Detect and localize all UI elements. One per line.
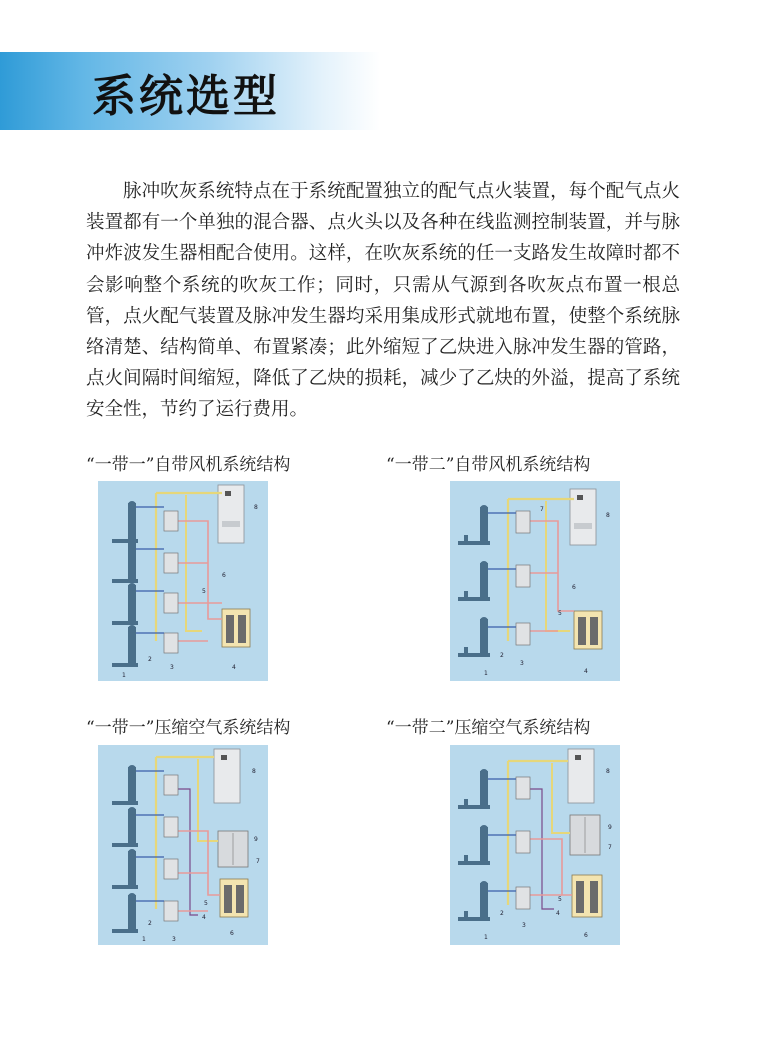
cabinet-display [577, 495, 583, 500]
cabinet-display [575, 755, 581, 760]
igniter-unit [164, 553, 178, 573]
diagram-one-to-one-compressed-air [98, 745, 268, 945]
igniter-unit [516, 777, 530, 799]
intro-paragraph: 脉冲吹灰系统特点在于系统配置独立的配气点火装置，每个配气点火装置都有一个单独的混合器、点火头以及各种在线监测控制装置，并与脉冲炸波发生器相配合使用。这样，在吹灰系统的任一支路发生故障时都不会影响整个系统的吹灰工作；同时，只需从气源到各吹灰点布置一根总管，点火配气装置及脉冲发生器均采用集成形式就地布置，使整个系统脉络清楚、结构简单、布置紧凑；此外缩短了乙炔进入脉冲发生器的管路，点火间隔时间缩短，降低了乙炔的损耗，减少了乙炔的外溢，提高了系统安全性，节约了运行费用。 [86, 181, 680, 421]
callout-label: 4 [556, 910, 560, 917]
diagram-one-to-two-fan [450, 481, 620, 681]
callout-label: 7 [256, 858, 260, 865]
callout-label: 2 [148, 656, 152, 663]
system-diagram-svg [450, 745, 620, 945]
gas-cylinder [236, 885, 244, 913]
cabinet-panel [222, 521, 240, 527]
callout-label: 1 [484, 670, 488, 677]
gas-cylinder [224, 885, 232, 913]
callout-label: 2 [500, 910, 504, 917]
gas-cylinder [590, 881, 598, 913]
callout-label: 5 [204, 900, 208, 907]
gas-cylinder [590, 617, 598, 645]
callout-label: 7 [540, 506, 544, 513]
diagram-one-to-one-fan [98, 481, 268, 681]
callout-label: 8 [254, 504, 258, 511]
callout-label: 6 [572, 584, 576, 591]
callout-label: 8 [606, 512, 610, 519]
cabinet-display [221, 755, 227, 760]
igniter-unit [516, 831, 530, 853]
gas-cylinder [238, 615, 246, 643]
igniter-unit [516, 565, 530, 587]
figure-caption-1: “一带一”自带风机系统结构 [86, 455, 291, 475]
igniter-unit [164, 511, 178, 531]
callout-label: 5 [202, 588, 206, 595]
callout-label: 3 [170, 664, 174, 671]
callout-label: 3 [522, 922, 526, 929]
callout-label: 4 [202, 914, 206, 921]
cabinet-panel [574, 523, 592, 529]
callout-label: 4 [584, 668, 588, 675]
callout-label: 9 [254, 836, 258, 843]
callout-label: 6 [584, 932, 588, 939]
cabinet-display [225, 491, 231, 496]
figure-caption-2: “一带二”自带风机系统结构 [386, 455, 591, 475]
igniter-unit [516, 887, 530, 909]
system-diagram-svg [450, 481, 620, 681]
callout-label: 8 [252, 768, 256, 775]
callout-label: 2 [148, 920, 152, 927]
callout-label: 6 [230, 930, 234, 937]
figure-caption-4: “一带二”压缩空气系统结构 [386, 718, 591, 738]
callout-label: 2 [500, 652, 504, 659]
gas-cylinder [578, 617, 586, 645]
igniter-unit [164, 593, 178, 613]
callout-label: 9 [608, 824, 612, 831]
page-title: 系统选型 [92, 71, 280, 122]
callout-label: 5 [558, 610, 562, 617]
callout-label: 5 [558, 896, 562, 903]
callout-label: 1 [484, 934, 488, 941]
igniter-unit [164, 817, 178, 837]
callout-label: 3 [172, 936, 176, 943]
gas-cylinder [226, 615, 234, 643]
igniter-unit [164, 859, 178, 879]
igniter-unit [164, 633, 178, 653]
igniter-unit [516, 623, 530, 645]
callout-label: 3 [520, 660, 524, 667]
igniter-unit [516, 511, 530, 533]
callout-label: 6 [222, 572, 226, 579]
igniter-unit [164, 901, 178, 921]
callout-label: 1 [142, 936, 146, 943]
system-diagram-svg [98, 481, 268, 681]
callout-label: 7 [608, 844, 612, 851]
callout-label: 8 [606, 768, 610, 775]
figure-caption-3: “一带一”压缩空气系统结构 [86, 718, 291, 738]
callout-label: 4 [232, 664, 236, 671]
system-diagram-svg [98, 745, 268, 945]
diagram-one-to-two-compressed-air [450, 745, 620, 945]
callout-label: 1 [122, 672, 126, 679]
gas-cylinder [576, 881, 584, 913]
igniter-unit [164, 775, 178, 795]
